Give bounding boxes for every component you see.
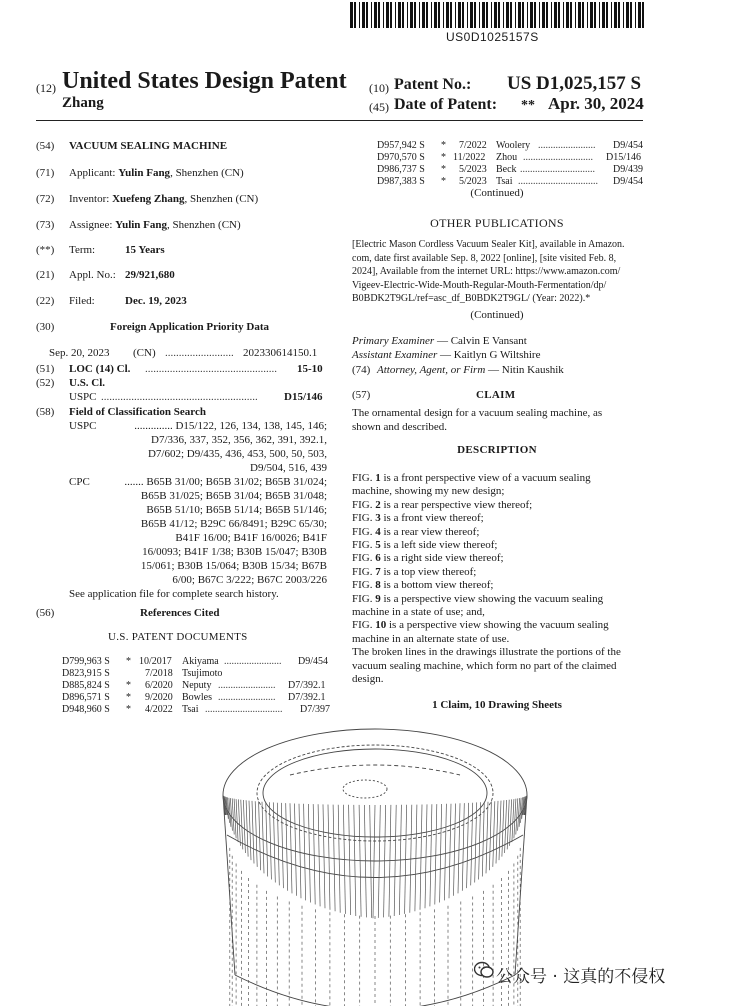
- rib-line: [444, 804, 446, 901]
- description-text: [352, 472, 621, 687]
- description-line: The broken lines in the drawings illustrate the portions of the: [352, 646, 621, 659]
- rib-line: [502, 800, 504, 856]
- barcode: [350, 2, 645, 30]
- code-73: (73): [36, 219, 55, 231]
- ref-date: 11/2022: [453, 152, 486, 163]
- cpc-line: ....... B65B 31/00; B65B 31/02; B65B 31/024;: [124, 476, 327, 488]
- rib-line: [304, 804, 306, 901]
- ref-name: Beck: [496, 164, 517, 175]
- publication-line: Vigeev-Electric-Wide-Mouth-Regular-Mouth-Fermentation/dp/: [352, 279, 607, 291]
- ref-star: *: [441, 152, 446, 163]
- rib-line: [486, 802, 488, 874]
- rib-line: [299, 804, 301, 899]
- ref-number: D970,570 S: [377, 152, 425, 163]
- wechat-icon: [474, 961, 494, 979]
- rib-line: [449, 804, 451, 899]
- rib-line: [266, 802, 268, 877]
- us-patent-docs-title: U.S. PATENT DOCUMENTS: [108, 631, 248, 643]
- rib-line: [462, 803, 464, 891]
- description-line: FIG. 10 is a perspective view showing the vacuum sealing: [352, 619, 609, 632]
- applicant-location: , Shenzhen (CN): [170, 167, 244, 179]
- assistant-examiner-name: — Kaitlyn G Wiltshire: [437, 349, 541, 361]
- inventor-label: Inventor:: [69, 193, 110, 205]
- ref-date: 9/2020: [145, 692, 173, 703]
- ref-star: *: [441, 164, 446, 175]
- ref-name: Neputy: [182, 680, 212, 691]
- code-74: (74): [352, 364, 371, 376]
- rib-line: [262, 802, 264, 874]
- cpc-line: B65B 41/12; B29C 66/8491; B29C 65/30;: [140, 518, 327, 530]
- description-line: design.: [352, 673, 384, 686]
- ref-name: Zhou: [496, 152, 518, 163]
- search-uspc-line: D7/602; D9/435, 436, 453, 500, 50, 503,: [147, 448, 327, 460]
- rib-line: [420, 805, 422, 910]
- ref-date: 4/2022: [145, 704, 173, 715]
- ref-number: D799,963 S: [62, 656, 110, 667]
- term-label: Term:: [69, 244, 96, 256]
- ref-dots: .......................: [218, 692, 276, 703]
- inventor-surname: Zhang: [62, 95, 104, 111]
- rib-line: [475, 802, 477, 882]
- ref-date: 5/2023: [459, 176, 487, 187]
- filed-label: Filed:: [69, 295, 95, 307]
- patent-type-title: United States Design Patent: [62, 68, 347, 94]
- attorney: [377, 364, 564, 376]
- cpc-line: B65B 31/025; B65B 31/04; B65B 31/048;: [140, 490, 327, 502]
- description-line: FIG. 7 is a top view thereof;: [352, 565, 477, 578]
- ref-number: D957,942 S: [377, 140, 425, 151]
- assistant-examiner: [352, 349, 540, 361]
- ref-number: D986,737 S: [377, 164, 425, 175]
- ref-number: D823,915 S: [62, 668, 110, 679]
- patent-date: Apr. 30, 2024: [548, 94, 644, 113]
- code-56: (56): [36, 607, 55, 619]
- vacuum-sealer-drawing: [205, 715, 545, 1006]
- ref-date: 7/2018: [145, 668, 173, 679]
- rib-line: [489, 801, 491, 870]
- claim-text: [352, 407, 602, 434]
- rib-line: [430, 804, 432, 906]
- description-line: FIG. 5 is a left side view thereof;: [352, 539, 498, 552]
- applicant-name: Yulin Fang: [118, 167, 171, 179]
- search-uspc-line: D7/336, 337, 352, 356, 362, 391, 392.1,: [151, 434, 327, 446]
- priority-title: Foreign Application Priority Data: [110, 321, 269, 333]
- patent-no-label: Patent No.:: [394, 76, 472, 93]
- appl-no-label: Appl. No.:: [69, 269, 116, 281]
- rib-line: [255, 801, 257, 867]
- code-45: (45): [369, 100, 389, 114]
- rib-line: [505, 800, 507, 853]
- watermark-text: 公众号 · 这真的不侵权: [496, 967, 666, 987]
- ref-number: D948,960 S: [62, 704, 110, 715]
- publication-line: com, date first available Sep. 8, 2022 [online], [site visited Feb. 8,: [352, 252, 617, 264]
- rib-line: [507, 800, 509, 850]
- patent-number: US D1,025,157 S: [507, 73, 642, 94]
- ref-star: *: [126, 692, 131, 703]
- description-line: FIG. 6 is a right side view thereof;: [352, 552, 504, 565]
- description-line: machine in an alternate state of use.: [352, 632, 510, 645]
- ref-date: 7/2022: [459, 140, 487, 151]
- rib-line: [318, 804, 320, 906]
- ref-class: D15/146: [606, 152, 641, 163]
- description-title: DESCRIPTION: [457, 444, 537, 456]
- rib-line: [415, 805, 417, 912]
- ref-class: D7/392.1: [288, 692, 326, 703]
- rib-line: [313, 804, 315, 904]
- code-22: (22): [36, 295, 55, 307]
- primary-examiner: [352, 335, 527, 347]
- date-label: Date of Patent:: [394, 96, 498, 113]
- ref-number: D885,824 S: [62, 680, 110, 691]
- description-line: machine, showing my new design;: [352, 485, 505, 498]
- references-cited-title: References Cited: [140, 607, 220, 619]
- rib-line: [243, 800, 245, 853]
- ref-class: D7/397: [300, 704, 330, 715]
- ref-date: 6/2020: [145, 680, 173, 691]
- description-line: vacuum sealing machine, which form no part of the claimed: [352, 659, 617, 672]
- code-72: (72): [36, 193, 55, 205]
- ref-name: Tsai: [496, 176, 513, 187]
- code-term: (**): [36, 244, 55, 256]
- code-52: (52): [36, 377, 55, 389]
- ref-date: 5/2023: [459, 164, 487, 175]
- applicant-field: [69, 167, 244, 179]
- term-value: 15 Years: [125, 244, 165, 256]
- cpc-line: 15/061; B30B 15/064; B30B 15/34; B67B: [140, 560, 327, 572]
- rib-line: [512, 799, 514, 842]
- rib-line: [467, 803, 469, 888]
- code-57: (57): [352, 389, 371, 401]
- rib-line: [328, 805, 330, 910]
- description-line: FIG. 4 is a rear view thereof;: [352, 525, 480, 538]
- code-12: (12): [36, 81, 56, 95]
- rib-line: [499, 801, 501, 861]
- code-21: (21): [36, 269, 55, 281]
- publication-line: 2024], Available from the internet URL: https://www.amazon.com/: [352, 266, 621, 277]
- rib-line: [246, 800, 248, 856]
- rib-line: [273, 802, 275, 882]
- rib-line: [454, 804, 456, 896]
- priority-dots: .........................: [165, 347, 234, 359]
- ref-dots: ............................: [523, 152, 593, 163]
- claim-title: CLAIM: [476, 389, 516, 401]
- ref-dots: .......................: [218, 680, 276, 691]
- ref-star: *: [126, 704, 131, 715]
- rib-line: [286, 803, 288, 891]
- ref-star: *: [441, 176, 446, 187]
- ref-dots: .......................: [224, 656, 282, 667]
- assistant-examiner-label: Assistant Examiner: [352, 349, 438, 361]
- rib-line: [323, 804, 325, 908]
- rib-line: [410, 805, 412, 913]
- ref-dots: ...............................: [205, 704, 283, 715]
- ref-name: Akiyama: [182, 656, 219, 667]
- ref-name: Woolery: [496, 140, 531, 151]
- uspc-label: USPC: [69, 391, 97, 403]
- ref-dots: ..............................: [520, 164, 595, 175]
- inventor-name: Xuefeng Zhang: [112, 193, 185, 205]
- rib-line: [482, 802, 484, 877]
- description-line: FIG. 8 is a bottom view thereof;: [352, 579, 494, 592]
- code-10: (10): [369, 81, 389, 95]
- description-line: FIG. 3 is a front view thereof;: [352, 512, 484, 525]
- assignee-location: , Shenzhen (CN): [167, 219, 241, 231]
- rib-line: [458, 803, 460, 893]
- inventor-field: [69, 193, 258, 205]
- rib-line: [510, 799, 512, 845]
- claim-line: shown and described.: [352, 420, 448, 433]
- attorney-name: — Nitin Kaushik: [485, 364, 564, 376]
- rib-line: [370, 805, 372, 918]
- see-application-note: See application file for complete search history.: [69, 588, 279, 600]
- description-line: FIG. 2 is a rear perspective view thereof;: [352, 498, 533, 511]
- ref-star: *: [441, 140, 446, 151]
- rib-line: [281, 803, 283, 888]
- code-71: (71): [36, 167, 55, 179]
- loc-label: LOC (14) Cl.: [69, 363, 131, 375]
- priority-number: 202330614150.1: [243, 347, 318, 359]
- continued-label: (Continued): [470, 187, 524, 199]
- loc-dots: ................................................: [145, 363, 277, 375]
- rib-line: [295, 804, 297, 896]
- ref-class: D9/454: [298, 656, 328, 667]
- ref-class: D9/454: [613, 176, 643, 187]
- priority-country: (CN): [133, 347, 156, 359]
- rib-line: [496, 801, 498, 864]
- ref-name: Tsujimoto: [182, 668, 223, 679]
- search-uspc-line: D9/504, 516, 439: [250, 462, 327, 474]
- invention-title: VACUUM SEALING MACHINE: [69, 140, 228, 152]
- header-divider: [36, 120, 643, 121]
- ref-name: Tsai: [182, 704, 199, 715]
- rib-line: [252, 801, 254, 864]
- claim-line: The ornamental design for a vacuum sealing machine, as: [352, 407, 603, 419]
- ref-star: *: [126, 680, 131, 691]
- rib-line: [373, 805, 375, 918]
- ref-name: Bowles: [182, 692, 212, 703]
- ref-number: D896,571 S: [62, 692, 110, 703]
- rib-line: [269, 802, 271, 879]
- code-54: (54): [36, 140, 55, 152]
- rib-line: [238, 799, 240, 845]
- description-line: FIG. 9 is a perspective view showing the vacuum sealing: [352, 592, 604, 605]
- rib-line: [249, 801, 251, 861]
- rib-line: [378, 805, 380, 918]
- rib-line: [435, 804, 437, 904]
- description-line: FIG. 1 is a front perspective view of a vacuum sealing: [352, 472, 591, 484]
- applicant-label: Applicant:: [69, 167, 116, 179]
- continued-label: (Continued): [470, 309, 524, 321]
- code-51: (51): [36, 363, 55, 375]
- cpc-label: CPC: [69, 476, 90, 488]
- inventor-location: , Shenzhen (CN): [184, 193, 259, 205]
- date-stars: **: [521, 98, 535, 113]
- filed-value: Dec. 19, 2023: [125, 295, 187, 307]
- barcode-number: US0D1025157S: [446, 30, 539, 44]
- ref-class: D9/439: [613, 164, 643, 175]
- cpc-line: B65B 51/10; B65B 51/14; B65B 51/146;: [146, 504, 327, 516]
- description-line: machine in a state of use; and,: [352, 606, 485, 619]
- ref-star: *: [126, 656, 131, 667]
- rib-line: [236, 799, 238, 842]
- rib-line: [308, 804, 310, 903]
- us-cl-label: U.S. Cl.: [69, 377, 106, 389]
- publication-line: [Electric Mason Cordless Vacuum Sealer Kit], available in Amazon.: [352, 239, 625, 250]
- search-uspc-label: USPC: [69, 420, 97, 432]
- rib-line: [440, 804, 442, 903]
- other-publications-title: OTHER PUBLICATIONS: [430, 216, 564, 230]
- uspc-value: D15/146: [284, 391, 323, 403]
- rib-line: [338, 805, 340, 913]
- ref-number: D987,383 S: [377, 176, 425, 187]
- assignee-name: Yulin Fang: [115, 219, 168, 231]
- loc-value: 15-10: [297, 363, 323, 375]
- ref-date: 10/2017: [139, 656, 172, 667]
- ref-dots: .......................: [538, 140, 596, 151]
- rib-line: [241, 800, 243, 850]
- ref-dots: ................................: [518, 176, 598, 187]
- cpc-line: 6/00; B67C 3/222; B67C 2003/226: [172, 574, 327, 586]
- other-publications-text: [352, 238, 625, 306]
- attorney-label: Attorney, Agent, or Firm: [377, 364, 486, 376]
- claims-sheets-count: 1 Claim, 10 Drawing Sheets: [432, 699, 562, 711]
- rib-line: [493, 801, 495, 867]
- priority-date: Sep. 20, 2023: [49, 347, 110, 359]
- rib-line: [259, 801, 261, 870]
- cpc-line: B41F 16/00; B41F 16/0026; B41F: [175, 532, 327, 544]
- code-58: (58): [36, 406, 55, 418]
- cpc-line: 16/0093; B41F 1/38; B30B 15/047; B30B: [142, 546, 327, 558]
- assignee-field: [69, 219, 241, 231]
- rib-line: [333, 805, 335, 912]
- search-uspc-line: .............. D15/122, 126, 134, 138, 145, 146;: [134, 420, 327, 432]
- rib-line: [479, 802, 481, 879]
- search-field-title: Field of Classification Search: [69, 406, 206, 418]
- uspc-dots: .........................................................: [101, 391, 258, 403]
- rib-line: [425, 804, 427, 908]
- appl-no-value: 29/921,680: [125, 269, 175, 281]
- assignee-label: Assignee:: [69, 219, 113, 231]
- primary-examiner-name: — Calvin E Vansant: [434, 335, 527, 347]
- ref-class: D7/392.1: [288, 680, 326, 691]
- code-30: (30): [36, 321, 55, 333]
- primary-examiner-label: Primary Examiner: [352, 335, 435, 347]
- publication-line: B0BDK2T9GL/ref=asc_df_B0BDK2T9GL/ (Year: 2022).*: [352, 293, 591, 304]
- ref-class: D9/454: [613, 140, 643, 151]
- rib-line: [290, 803, 292, 893]
